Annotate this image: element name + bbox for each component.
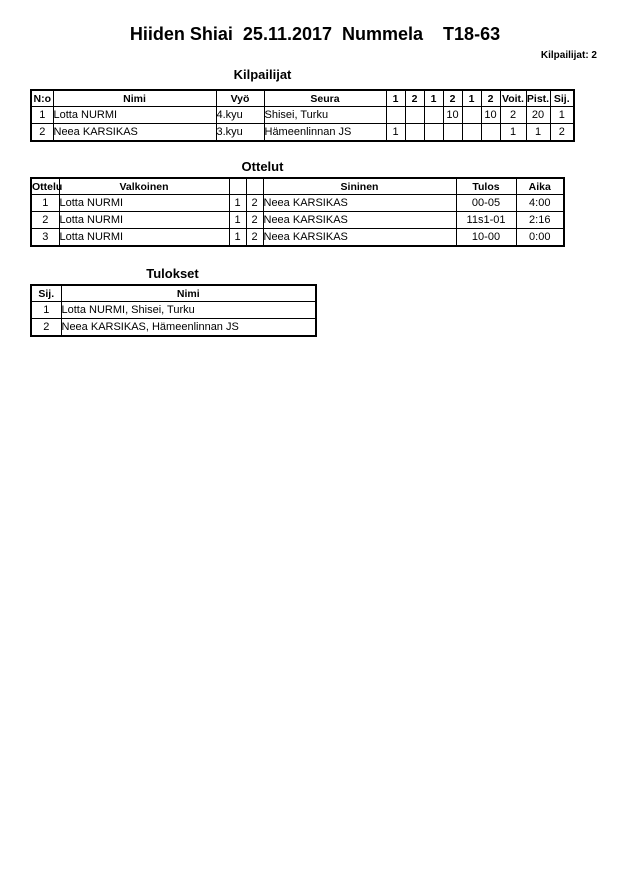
ottelut-table	[30, 177, 565, 247]
table-row	[31, 124, 574, 142]
col-header-aika: Aika	[516, 178, 564, 195]
blue-name-cell: Neea KARSIKAS	[263, 212, 456, 229]
score-cell	[424, 124, 443, 142]
club-cell: Shisei, Turku	[264, 107, 386, 124]
col-header-voit: Voit.	[500, 90, 526, 107]
page-title: Hiiden Shiai 25.11.2017 Nummela T18-63	[129, 24, 501, 44]
competitor-name-cell: Neea KARSIKAS	[53, 124, 216, 142]
col-header-sininen: Sininen	[263, 178, 456, 195]
col-header-no: N:o	[31, 90, 53, 107]
col-header-seura: Seura	[264, 90, 386, 107]
blue-name-cell: Neea KARSIKAS	[263, 229, 456, 247]
time-cell: 4:00	[516, 195, 564, 212]
score-cell	[481, 124, 500, 142]
rank-cell: 2	[550, 124, 574, 142]
score-cell: 10	[443, 107, 462, 124]
result-name-cell: Neea KARSIKAS, Hämeenlinnan JS	[61, 319, 316, 337]
white-no-cell: 1	[229, 212, 246, 229]
table-row	[31, 107, 574, 124]
time-cell: 0:00	[516, 229, 564, 247]
rank-cell: 2	[31, 319, 61, 337]
col-header-vyo: Vyö	[216, 90, 264, 107]
col-header-valkoinen: Valkoinen	[59, 178, 229, 195]
score-cell: 1	[386, 124, 405, 142]
tulokset-table	[30, 284, 317, 337]
blue-no-cell: 2	[246, 229, 263, 247]
white-name-cell: Lotta NURMI	[59, 212, 229, 229]
table-row	[31, 319, 316, 337]
tulokset-heading: Tulokset	[146, 266, 199, 281]
match-no-cell: 2	[31, 212, 59, 229]
competitor-no-cell: 2	[31, 124, 53, 142]
score-cell: 10	[481, 107, 500, 124]
white-name-cell: Lotta NURMI	[59, 229, 229, 247]
result-cell: 10-00	[456, 229, 516, 247]
white-name-cell: Lotta NURMI	[59, 195, 229, 212]
club-cell: Hämeenlinnan JS	[264, 124, 386, 142]
col-header-score-5: 1	[462, 90, 481, 107]
points-cell: 20	[526, 107, 550, 124]
score-cell	[405, 107, 424, 124]
col-header-pist: Pist.	[526, 90, 550, 107]
col-header-sij: Sij.	[550, 90, 574, 107]
col-header-score-3: 1	[424, 90, 443, 107]
kilpailijat-heading: Kilpailijat	[233, 67, 292, 82]
match-no-cell: 1	[31, 195, 59, 212]
col-header-score-4: 2	[443, 90, 462, 107]
ottelut-heading: Ottelut	[241, 159, 284, 174]
score-cell	[405, 124, 424, 142]
table-row	[31, 229, 564, 247]
kilpailijat-table	[30, 89, 575, 142]
table-row	[31, 212, 564, 229]
col-header-sij: Sij.	[31, 285, 61, 302]
white-no-cell: 1	[229, 195, 246, 212]
kilpailijat-header-row	[31, 90, 574, 107]
col-header-score-6: 2	[481, 90, 500, 107]
competitor-no-cell: 1	[31, 107, 53, 124]
competitor-count-label: Kilpailijat: 2	[540, 50, 597, 61]
col-header-white-no	[229, 178, 246, 195]
blue-name-cell: Neea KARSIKAS	[263, 195, 456, 212]
blue-no-cell: 2	[246, 195, 263, 212]
wins-cell: 1	[500, 124, 526, 142]
result-cell: 00-05	[456, 195, 516, 212]
col-header-score-1: 1	[386, 90, 405, 107]
score-cell	[443, 124, 462, 142]
blue-no-cell: 2	[246, 212, 263, 229]
result-name-cell: Lotta NURMI, Shisei, Turku	[61, 302, 316, 319]
belt-cell: 3.kyu	[216, 124, 264, 142]
score-cell	[424, 107, 443, 124]
col-header-nimi: Nimi	[61, 285, 316, 302]
score-cell	[386, 107, 405, 124]
time-cell: 2:16	[516, 212, 564, 229]
table-row	[31, 302, 316, 319]
ottelut-header-row	[31, 178, 564, 195]
tulokset-header-row	[31, 285, 316, 302]
score-cell	[462, 124, 481, 142]
col-header-blue-no	[246, 178, 263, 195]
rank-cell: 1	[31, 302, 61, 319]
points-cell: 1	[526, 124, 550, 142]
result-cell: 11s1-01	[456, 212, 516, 229]
rank-cell: 1	[550, 107, 574, 124]
col-header-tulos: Tulos	[456, 178, 516, 195]
col-header-nimi: Nimi	[53, 90, 216, 107]
wins-cell: 2	[500, 107, 526, 124]
col-header-score-2: 2	[405, 90, 424, 107]
score-cell	[462, 107, 481, 124]
belt-cell: 4.kyu	[216, 107, 264, 124]
table-row	[31, 195, 564, 212]
competitor-name-cell: Lotta NURMI	[53, 107, 216, 124]
col-header-ottelu: Ottelu	[31, 178, 59, 195]
match-no-cell: 3	[31, 229, 59, 247]
white-no-cell: 1	[229, 229, 246, 247]
